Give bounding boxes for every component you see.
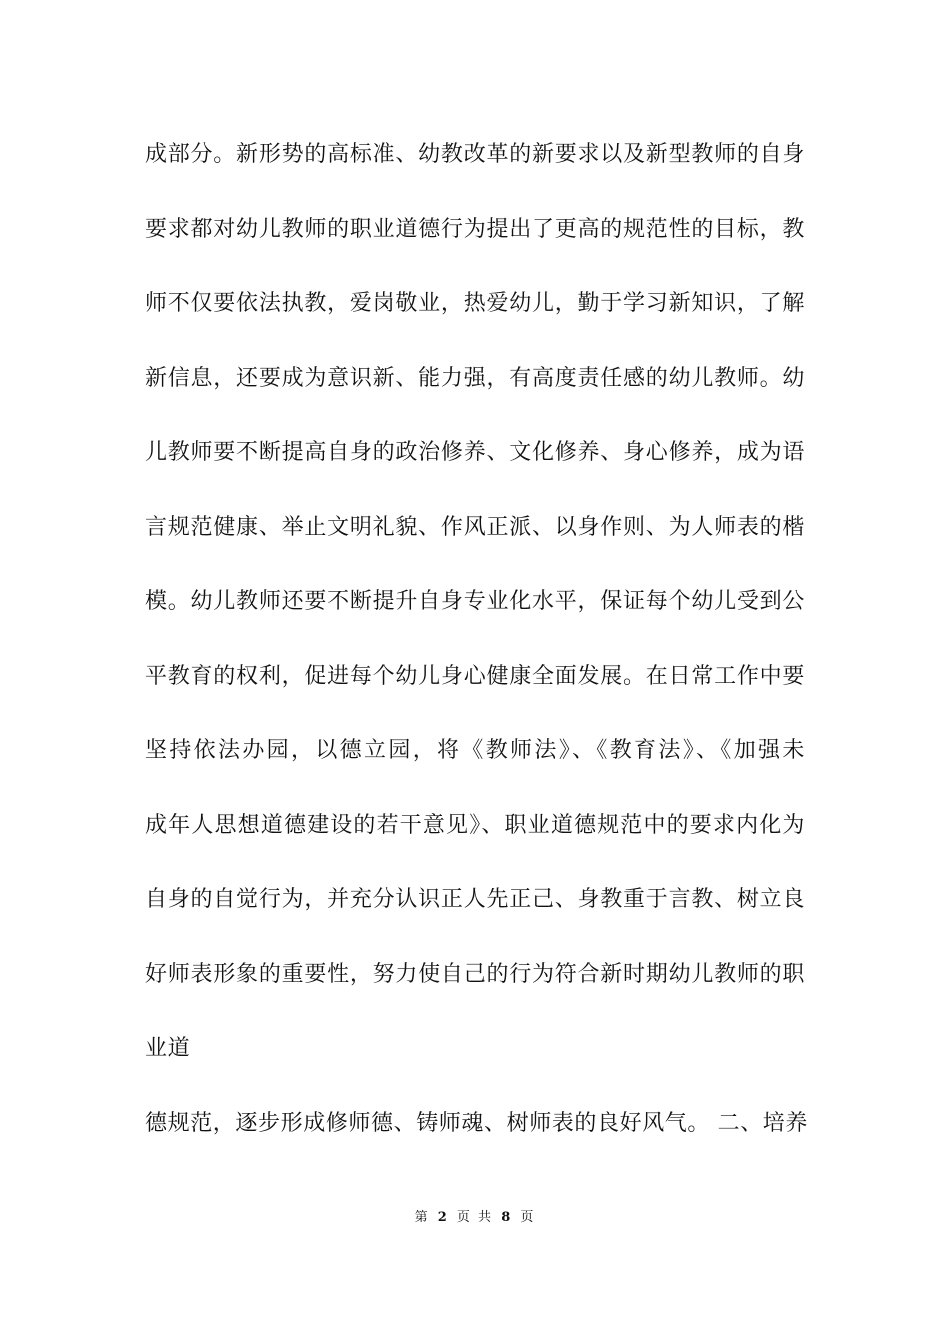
text-line: 好师表形象的重要性，努力使自己的行为符合新时期幼儿教师的职	[145, 961, 805, 987]
text-line: 儿教师要不断提高自身的政治修养、文化修养、身心修养，成为语	[145, 440, 805, 465]
footer-suffix: 页	[520, 1210, 536, 1225]
text-line: 德规范，逐步形成修师德、铸师魂、树师表的良好风气。 二、培养	[145, 1110, 808, 1136]
page-footer	[0, 1206, 950, 1225]
text-line: 言规范健康、举止文明礼貌、作风正派、以身作则、为人师表的楷	[145, 514, 805, 540]
footer-middle: 页 共	[456, 1210, 494, 1225]
current-page-number: 2	[437, 1210, 449, 1225]
text-line: 成年人思想道德建设的若干意见》、职业道德规范中的要求内化为	[145, 812, 805, 838]
text-line: 新信息，还要成为意识新、能力强，有高度责任感的幼儿教师。幼	[145, 365, 805, 391]
text-line: 自身的自觉行为，并充分认识正人先正己、身教重于言教、树立良	[145, 887, 805, 912]
text-line: 要求都对幼儿教师的职业道德行为提出了更高的规范性的目标，教	[145, 216, 805, 242]
text-line: 模。幼儿教师还要不断提升自身专业化水平，保证每个幼儿受到公	[145, 589, 805, 614]
text-line: 平教育的权利，促进每个幼儿身心健康全面发展。在日常工作中要	[145, 663, 805, 689]
total-page-number: 8	[501, 1210, 513, 1225]
text-line: 师不仅要依法执教，爱岗敬业，热爱幼儿，勤于学习新知识，了解	[145, 291, 805, 316]
footer-prefix: 第	[414, 1210, 430, 1225]
text-line: 坚持依法办园，以德立园，将《教师法》、《教育法》、《加强未	[145, 738, 805, 763]
text-line: 成部分。新形势的高标准、幼教改革的新要求以及新型教师的自身	[145, 142, 805, 167]
text-line: 业道	[145, 1036, 191, 1061]
body-text	[145, 132, 825, 1175]
